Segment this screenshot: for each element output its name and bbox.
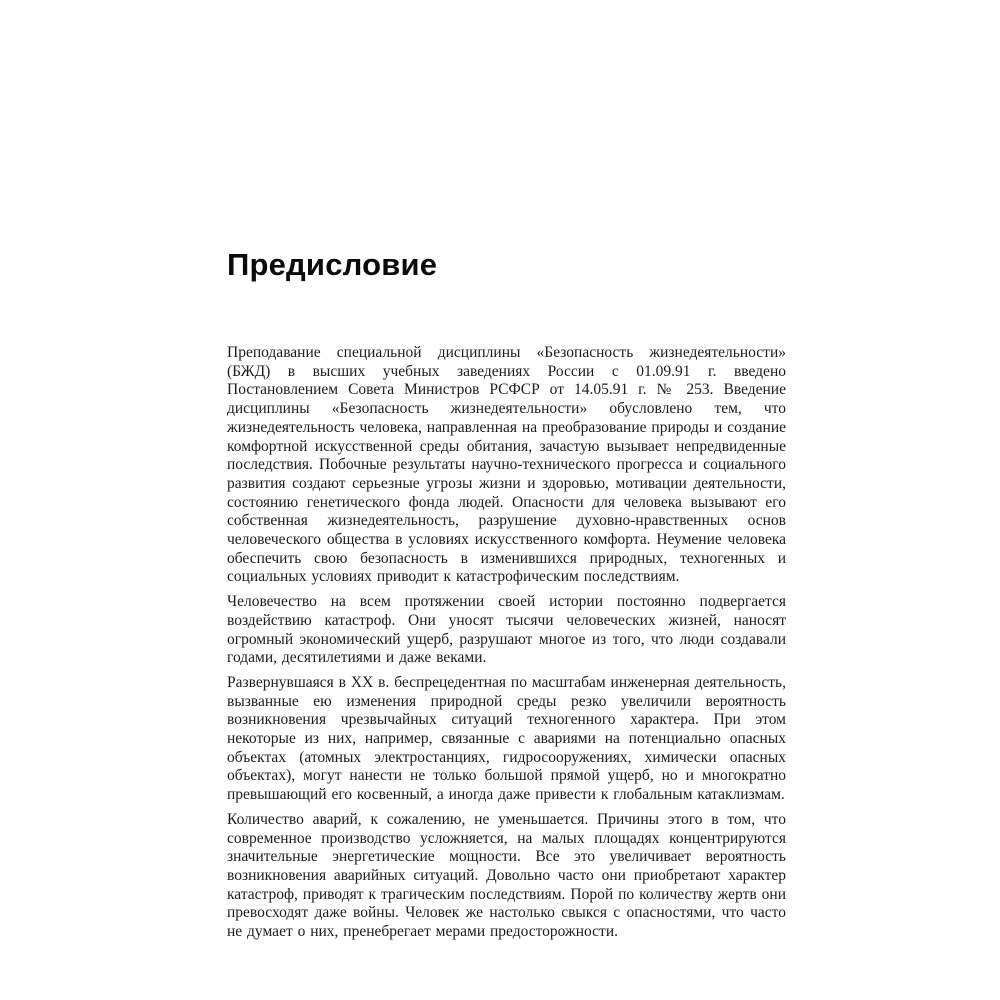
paragraph: Количество аварий, к сожалению, не уменьшается. Причины этого в том, что современное производство усложняется, на малых площадях концентрируются значительные энергетические мощности. Все это увеличивает вероятность возникновения аварийных ситуаций. Довольно часто они приобретают характер катастроф, приводят к трагическим последствиям. Порой по количеству жертв они превосходят даже войны. Человек же настолько свыкся с опасностями, что часто не думает о них, пренебрегает мерами предосторожности. [227,810,786,941]
body-text [227,344,786,942]
paragraph: Человечество на всем протяжении своей истории постоянно подвергается воздействию катастроф. Они уносят тысячи человеческих жизней, наносят огромный экономический ущерб, разрушают многое из того, что люди создавали годами, десятилетиями и даже веками. [227,593,786,667]
page-title: Предисловие [227,247,438,282]
paragraph: Преподавание специальной дисциплины «Безопасность жизнедеятельности» (БЖД) в высших учебных заведениях России с 01.09.91 г. введено Постановлением Совета Министров РСФСР от 14.05.91 г. № 253. Введение дисциплины «Безопасность жизнедеятельности» обусловлено тем, что жизнедеятельность человека, направленная на преобразование природы и создание комфортной искусственной среды обитания, зачастую вызывает непредвиденные последствия. Побочные результаты научно-технического прогресса и социального развития создают серьезные угрозы жизни и здоровью, мотивации деятельности, состоянию генетического фонда людей. Опасности для человека вызывают его собственная жизнедеятельность, разрушение духовно-нравственных основ человеческого общества в условиях искусственного комфорта. Неумение человека обеспечить свою безопасность в изменившихся природных, техногенных и социальных условиях приводит к катастрофическим последствиям. [227,344,786,586]
paragraph: Развернувшаяся в XX в. беспрецедентная по масштабам инженерная деятельность, вызванные ею изменения природной среды резко увеличили вероятность возникновения чрезвычайных ситуаций техногенного характера. При этом некоторые из них, например, связанные с авариями на потенциально опасных объектах (атомных электростанциях, гидросооружениях, химически опасных объектах), могут нанести не только большой прямой ущерб, но и многократно превышающий его косвенный, а иногда даже привести к глобальным катаклизмам. [227,673,786,804]
page-content [227,247,786,942]
